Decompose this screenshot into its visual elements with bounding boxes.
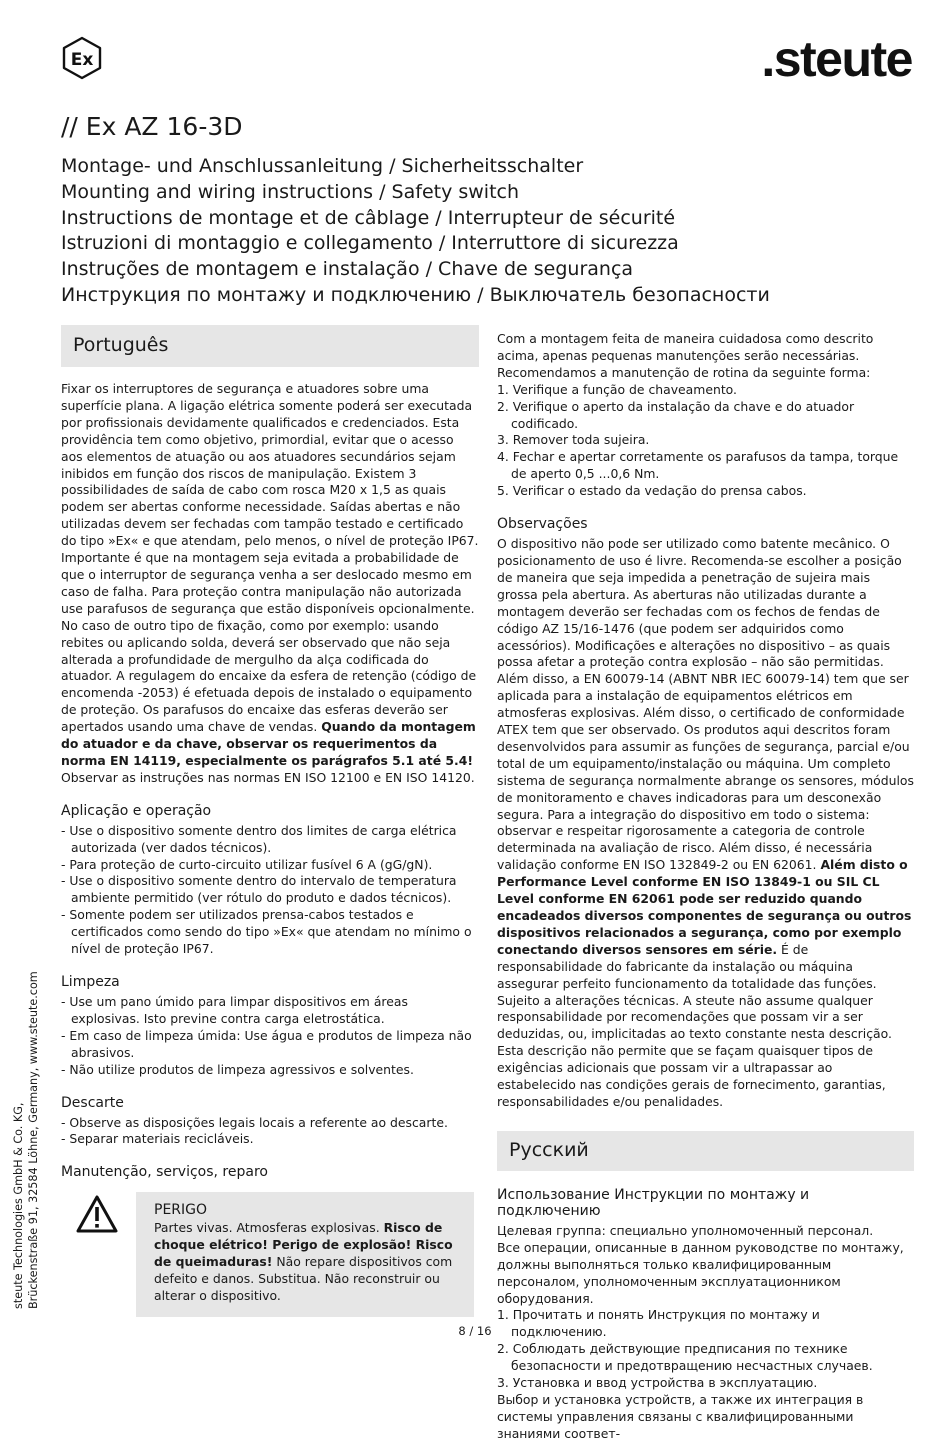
list-item: 3. Установка и ввод устройства в эксплуатацию. — [497, 1375, 818, 1391]
list-item: - Use um pano úmido para limpar dispositivos em áreas explosivas. Isto previne contra carga eletrostática. — [61, 994, 408, 1026]
list-item: 1. Прочитать и понять Инструкция по монтажу и подключению. — [497, 1307, 820, 1340]
warning-triangle-icon — [75, 1194, 119, 1234]
side-address: Brückenstraße 91, 32584 Löhne, Germany, www.steute.com — [27, 971, 40, 1309]
disposal-list — [61, 1115, 479, 1149]
list-item: 2. Соблюдать действующие предписания по технике безопасности и предотвращению несчастных случаев. — [497, 1341, 873, 1374]
subtitle-en: Mounting and wiring instructions / Safety switch — [61, 180, 520, 203]
cleaning-list — [61, 994, 479, 1079]
intro-paragraph: Fixar os interruptores de segurança e atuadores sobre uma superfície plana. A ligação elétrica somente poderá ser executada por profissionais devidamente qualificados e credenciados. Esta providência tem como objetivo, primordial, evitar que o acesso aos elementos de atuação ou aos atuadores secundários sejam inibidos em função dos riscos de manipulação. Existem 3 possibilidades de saída de cabo com rosca M20 x 1,5 as quais podem ser abertas conforme necessidade. Saídas abertas e não utilizadas devem ser fechadas com tampão testado e certificado do tipo »Ex« e que atendam, pelo menos, o nível de proteção IP67. Importante é que na montagem seja evitada a probabilidade de que o interruptor de segurança venha a ser deslocado mesmo em caso de falha. Para proteção contra manipulação não autorizada use parafusos de segurança que estão disponíveis opcionalmente. No caso de outro tipo de fixação, como por exemplo: usando rebites ou aplicando solda, deverá ser observado que não seja alterada a profundidade de mergulho da alça codificada do atuador. A regulagem do encaixe da esfera de retenção (código de encomenda -2053) é efetuada depois de instalado o equipamento de proteção. Os parafusos do encaixe das esferas deverão ser apertados usando uma chave de vendas. Quando da montagem do atuador e da chave, observar os requerimentos da norma EN 14119, especialmente os parágrafos 5.1 até 5.4! Observar as instruções nas normas EN ISO 12100 e EN ISO 14120. — [61, 381, 479, 785]
notes-heading: Observações — [497, 516, 588, 533]
cleaning-heading: Limpeza — [61, 974, 120, 990]
subtitle-list — [61, 154, 921, 309]
subtitle-ru: Инструкция по монтажу и подключению / Выключатель безопасности — [61, 283, 770, 306]
warning-content — [136, 1192, 474, 1317]
list-item: - Separar materiais recicláveis. — [61, 1131, 254, 1147]
section-header-russian: Русский — [497, 1131, 914, 1171]
left-column — [61, 325, 479, 1317]
list-item: - Para proteção de curto-circuito utilizar fusível 6 A (gG/gN). — [61, 856, 433, 872]
list-item: - Em caso de limpeza úmida: Use água e produtos de limpeza não abrasivos. — [61, 1027, 472, 1060]
ex-logo-icon — [60, 36, 104, 80]
subtitle-fr: Instructions de montage et de câblage / Interrupteur de sécurité — [61, 206, 676, 229]
ru-steps — [497, 1307, 914, 1392]
warning-title: PERIGO — [154, 1202, 208, 1219]
notes-paragraph: O dispositivo não pode ser utilizado como batente mecânico. O posicionamento de uso é livre. Recomenda-se escolher a posição de maneira que seja impedida a penetração de sujeira mais grossa pela abertura. As aberturas não utilizadas durante a montagem deverão ser fechadas com os fechos de fendas de código AZ 15/16-1476 (que podem ser adquiridos como acessórios). Modificações e alterações no dispositivo – as quais possa afetar a proteção contra explosão – não são permitidas. Além disso, a EN 60079-14 (ABNT NBR IEC 60079-14) tem que ser aplicada para a instalação de equipamentos elétricos em atmosferas explosivas. Além disso, o certificado de conformidade ATEX tem que ser observado. Os produtos aqui descritos foram desenvolvidos para assumir as funções de segurança, parcial e/ou total de um equipamento/instalação ou máquina. Um completo sistema de segurança normalmente abrange os sensores, módulos de monitoramento e chaves indicadoras para um desconexão segura. Para a integração do dispositivo em todo o sistema: observar e respeitar rigorosamente a categoria de controle determinada na avaliação de risco. Além disso, é necessária validação conforme EN ISO 132849-2 ou EN 62061. Além disto o Performance Level conforme EN ISO 13849-1 ou SIL CL Level conforme EN 62061 pode ser reduzido quando encadeados diversos componentes de segurança ou outros dispositivos relacionados a segurança, como por exemplo conectando diversos sensores em série. É de responsabilidade do fabricante da instalação ou máquina assegurar perfeito funcionamento da totalidade das funções. Sujeito a alterações técnicas. A steute não assume qualquer responsabilidade por recomendações que possam vir a ser deduzidas, ou, implicitadas ao texto constante nesta descrição. Esta descrição não permite que se façam quaisquer tipos de exigências adicionais que possam vir a ultrapassar ao estabelecido nas condições gerais de fornecimento, garantias, responsabilidades e/ou penalidades. — [497, 536, 914, 1109]
ru-target-group: Целевая группа: специально уполномоченный персонал. — [497, 1222, 874, 1238]
application-list — [61, 823, 479, 958]
ru-tail: Выбор и установка устройств, а также их интеграция в системы управления связаны с квалифицированными знаниями соответ- — [497, 1391, 864, 1441]
list-item: - Use o dispositivo somente dentro dos limites de carga elétrica autorizada (ver dados técnicos). — [61, 822, 457, 855]
list-item: - Somente podem ser utilizados prensa-cabos testados e certificados como sendo do tipo »Ex« que atendam no mínimo o nível de proteção IP67. — [61, 907, 472, 957]
disposal-heading: Descarte — [61, 1094, 124, 1111]
document-title: // Ex AZ 16-3D — [61, 112, 243, 141]
brand-logo: .steute — [761, 31, 912, 87]
warning-box — [61, 1192, 479, 1317]
maintenance-heading: Manutenção, serviços, reparo — [61, 1164, 268, 1181]
ex-logo-label: Ex — [70, 50, 94, 70]
application-heading: Aplicação e operação — [61, 802, 212, 819]
subtitle-it: Istruzioni di montaggio e collegamento / Interruttore di sicurezza — [61, 232, 679, 255]
page-number: 8 / 16 — [458, 1324, 492, 1338]
list-item: 4. Fechar e apertar corretamente os parafusos da tampa, torque de aperto 0,5 ...0,6 Nm. — [497, 449, 899, 482]
subtitle-de: Montage- und Anschlussanleitung / Sicherheitsschalter — [61, 155, 584, 177]
subtitle-pt: Instruções de montagem e instalação / Chave de segurança — [61, 258, 634, 281]
list-item: - Use o dispositivo somente dentro do intervalo de temperatura ambiente permitido (ver rótulo do produto e dados técnicos). — [61, 873, 457, 906]
list-item: 5. Verificar o estado da vedação do prensa cabos. — [497, 483, 807, 499]
ru-operations: Все операции, описанные в данном руководстве по монтажу, должны выполняться только квалифицированным персоналом, уполномоченным эксплуатационником оборудования. — [497, 1239, 904, 1306]
list-item: - Não utilize produtos de limpeza agressivos e solventes. — [61, 1061, 414, 1077]
maintenance-steps — [497, 382, 914, 500]
warning-text: Partes vivas. Atmosferas explosivas. Risco de choque elétrico! Perigo de explosão! Risco de queimaduras! Não repare dispositivos com defeito e danos. Substitua. Não reconstruir ou alterar o dispositivo. — [154, 1220, 453, 1303]
section-header-portuguese: Português — [61, 325, 479, 367]
side-imprint — [3, 969, 43, 1309]
list-item: 3. Remover toda sujeira. — [497, 432, 650, 448]
maintenance-intro: Com a montagem feita de maneira cuidadosa como descrito acima, apenas pequenas manutenções serão necessárias. Recomendamos a manutenção de rotina da seguinte forma: — [497, 331, 874, 380]
right-column — [497, 331, 914, 1443]
side-company: steute Technologies GmbH & Co. KG, — [12, 1102, 25, 1309]
list-item: 2. Verifique o aperto da instalação da chave e do atuador codificado. — [497, 398, 855, 431]
list-item: 1. Verifique a função de chaveamento. — [497, 381, 737, 397]
list-item: - Observe as disposições legais locais a referente ao descarte. — [61, 1114, 448, 1130]
ru-usage-heading: Использование Инструкции по монтажу и подключению — [497, 1186, 810, 1219]
